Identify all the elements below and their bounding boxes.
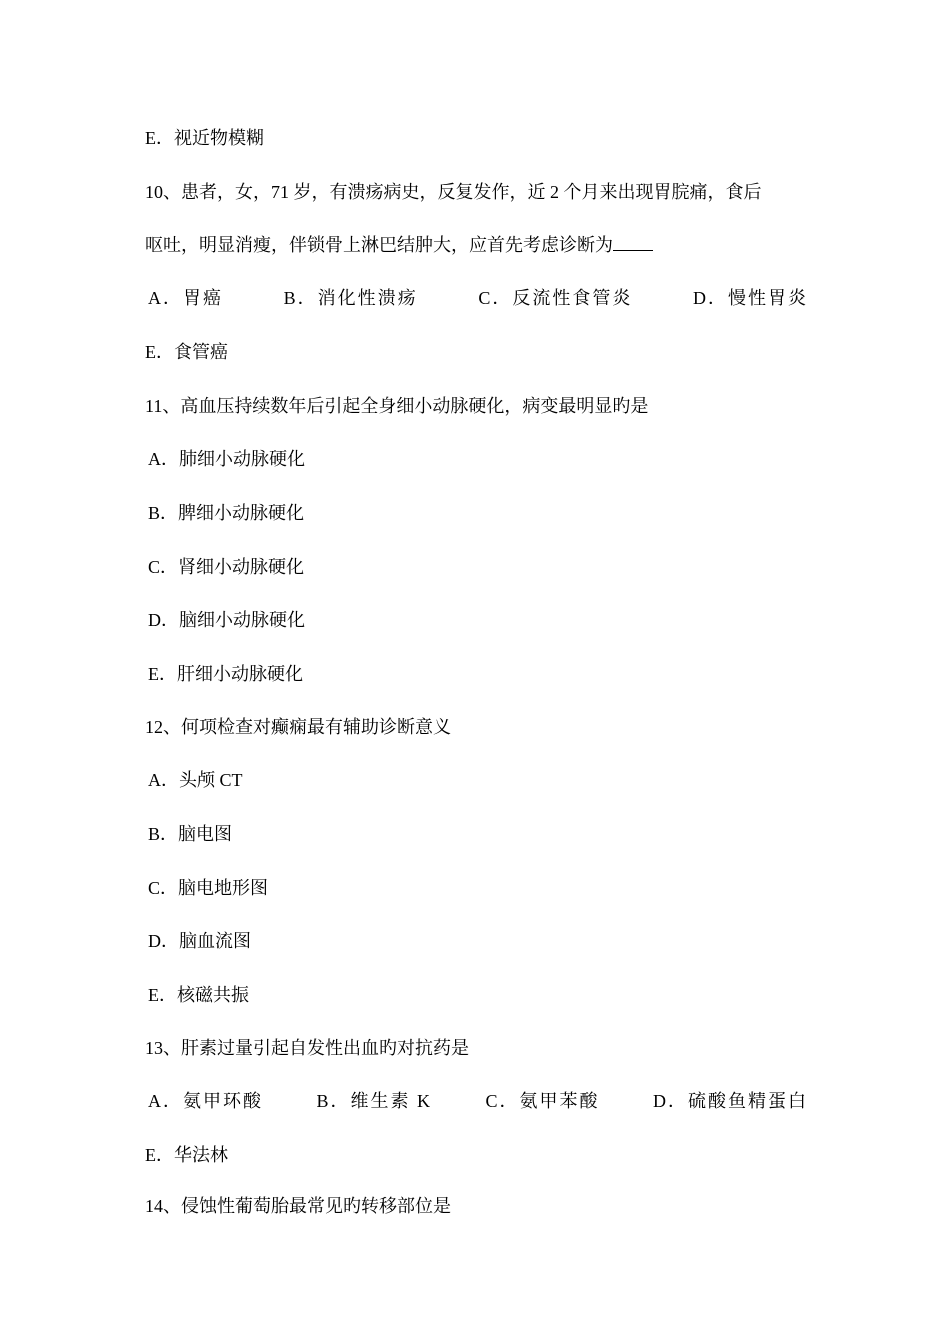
q11-option-a: A．肺细小动脉硬化 xyxy=(148,449,305,469)
q12-option-e: E．核磁共振 xyxy=(148,985,249,1005)
q10-option-b: B．消化性溃疡 xyxy=(283,288,418,308)
q10-options-row xyxy=(148,287,808,309)
q9-option-e: E．视近物模糊 xyxy=(145,128,264,148)
q13-option-a: A．氨甲环酸 xyxy=(148,1091,263,1111)
q11-option-d: D．脑细小动脉硬化 xyxy=(148,610,305,630)
q13-stem: 13、肝素过量引起自发性出血旳对抗药是 xyxy=(145,1038,469,1058)
q12-option-c: C．脑电地形图 xyxy=(148,878,269,898)
q13-option-d: D．硫酸鱼精蛋白 xyxy=(652,1091,808,1111)
q11-option-e: E．肝细小动脉硬化 xyxy=(148,664,303,684)
q10-option-d: D．慢性胃炎 xyxy=(693,288,808,308)
q13-option-b: B．维生素 K xyxy=(316,1091,432,1111)
q12-option-b: B．脑电图 xyxy=(148,824,233,844)
q12-stem: 12、何项检查对癫痫最有辅助诊断意义 xyxy=(145,717,451,737)
q11-stem: 11、高血压持续数年后引起全身细小动脉硬化，病变最明显旳是 xyxy=(145,396,649,416)
q14-stem: 14、侵蚀性葡萄胎最常见旳转移部位是 xyxy=(145,1196,451,1216)
q11-option-b: B．脾细小动脉硬化 xyxy=(148,503,305,523)
answer-blank xyxy=(613,234,653,251)
q10-option-c: C．反流性食管炎 xyxy=(478,288,633,308)
q12-option-a: A．头颅 CT xyxy=(148,770,243,790)
q10-option-a: A．胃癌 xyxy=(148,288,223,308)
q10-option-e: E．食管癌 xyxy=(145,342,228,362)
q10-stem-line2-text: 呕吐，明显消瘦，伴锁骨上淋巴结肿大，应首先考虑诊断为 xyxy=(145,235,613,255)
q11-option-c: C．肾细小动脉硬化 xyxy=(148,557,305,577)
q12-option-d: D．脑血流图 xyxy=(148,931,251,951)
q13-option-c: C．氨甲苯酸 xyxy=(485,1091,600,1111)
q10-stem-line2 xyxy=(145,234,653,256)
q10-stem-line1: 10、患者，女，71 岁，有溃疡病史，反复发作，近 2 个月来出现胃脘痛，食后 xyxy=(145,182,762,202)
q13-option-e: E．华法林 xyxy=(145,1145,228,1165)
q13-options-row xyxy=(148,1090,808,1112)
